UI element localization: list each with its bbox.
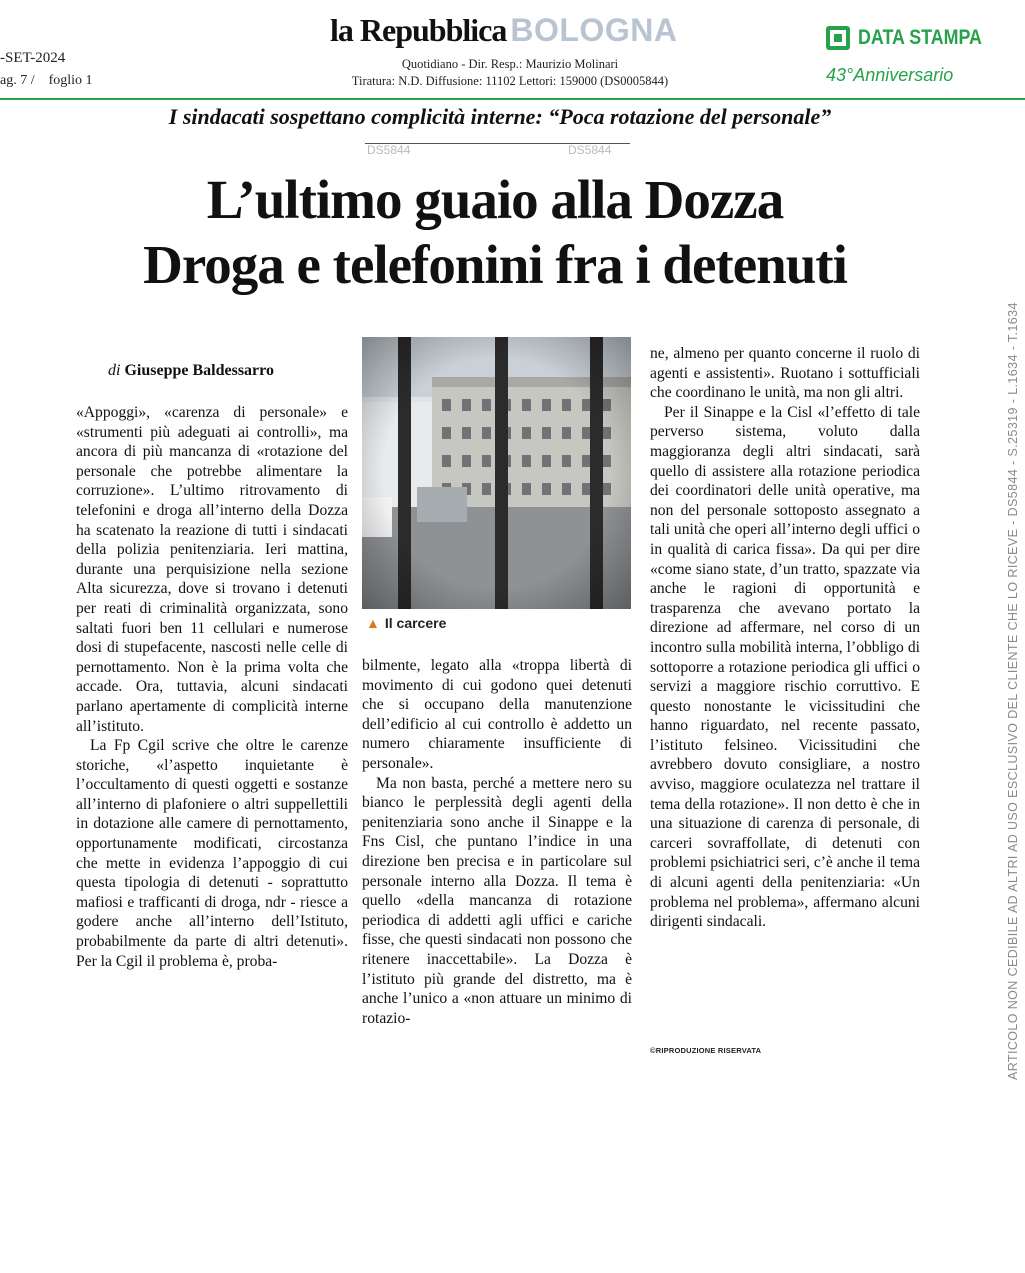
side-notice: ARTICOLO NON CEDIBILE AD ALTRI AD USO ESCLUSIVO DEL CLIENTE CHE LO RICEVE - DS5844 - S.25319 - L.1634 - T.1634	[1006, 302, 1020, 1080]
byline-author: Giuseppe Baldessarro	[124, 362, 274, 379]
caption-triangle-icon: ▲	[366, 615, 380, 631]
headline-line-1: L’ultimo guaio alla Dozza	[206, 169, 784, 230]
article-column-1	[76, 403, 348, 971]
publication-info	[300, 56, 720, 90]
data-stampa-anniversary: 43°Anniversario	[826, 65, 954, 85]
publication-director: Quotidiano - Dir. Resp.: Maurizio Molinari	[401, 57, 619, 71]
paragraph: ne, almeno per quanto concerne il ruolo di agenti e assistenti». Ruotano i sottufficiali che coordinano le unità, ma non gli altri.	[650, 345, 920, 402]
article-column-2	[362, 656, 632, 1028]
article-kicker: I sindacati sospettano complicità interne: “Poca rotazione del personale”	[168, 104, 832, 129]
byline	[108, 362, 274, 380]
photo-caption-text: Il carcere	[384, 615, 447, 631]
article-column-3	[650, 344, 920, 932]
data-stampa-icon	[826, 26, 850, 50]
page-number: ag. 7 /	[0, 73, 35, 88]
prison-photo	[362, 337, 631, 609]
data-stampa-logo	[826, 26, 1004, 50]
issue-date: -SET-2024	[0, 50, 66, 66]
paragraph: «Appoggi», «carenza di personale» e «strumenti più adeguati ai controlli», ma ancora di più mancanza di «rotazione del personale che potrebbe alimentare la corruzione». L’ultimo ritrovamento di telefonini e droga all’interno della Dozza ha scatenato la reazione di tutti i sindacati della polizia penitenziaria. Ieri mattina, durante una perquisizione nella sezione Alta sicurezza, dove si trovano i detenuti per reati di criminalità organizzata, sono saltati fuori ben 11 cellulari e numerose dosi di stupefacente, nascosti nelle celle di pernottamento. Non è la prima volta che accade. Ora, tuttavia, alcuni sindacati parlano apertamente di complicità interne all’istituto.	[76, 404, 348, 735]
prison-photo-image	[362, 337, 631, 609]
paragraph: bilmente, legato alla «troppa libertà di movimento di cui godono quei detenuti che si occupano della manutenzione dell’edificio al cui controllo è addetto un numero chiaramente insufficiente di personale».	[362, 657, 632, 772]
watermark-left: DS5844	[367, 143, 411, 157]
page-reference	[0, 73, 93, 89]
paragraph: Per il Sinappe e la Cisl «l’effetto di tale perverso sistema, voluto dalla maggioranza degli altri sindacati, sarà quello di assistere alla rotazione periodica dei coordinatori delle unità operative, ma non del personale sottoposto assegnato a tali unità che operi all’interno degli uffici o in qualità di carica fissa». Da qui per dire «come siano state, d’un tratto, spazzate via anche le ragioni di opportunità e trasparenza che avevano portato la direzione ad affermare, nel corso di un incontro sulla mobilità interna, l’obbligo di sottoporre a rotazione periodica gli uffici o servizi a maggiore rischio corruttivo. E questo nonostante le vicissitudini che hanno riguardato, nel recente passato, l’istituto felsineo. Vicissitudini che avrebbero dovuto consigliare, a nostro avviso, maggiore oculatezza nel trattare il tema della rotazione». Il non detto è che in una situazione di carenza di personale, di carceri sovraffollate, di detenuti con problemi psichiatrici seri, c’è anche il tema di alcuni agenti della penitenziaria: «Un problema nel problema», affermano alcuni dirigenti sindacali.	[650, 403, 920, 931]
watermark-right: DS5844	[568, 143, 612, 157]
headline-line-2: Droga e telefonini fra i detenuti	[143, 234, 847, 295]
paragraph: Ma non basta, perché a mettere nero su bianco le perplessità degli agenti della penitenziaria sono anche il Sinappe e la Fns Cisl, che puntano l’indice in una direzione ben precisa e in particolare sul personale interno alla Dozza. Il tema è quello «della mancanza di rotazione periodica di addetti agli uffici e cariche fisse, che questi sindacati non possono che ritenere inaccettabile». La Dozza è l’istituto più grande del distretto, ma è anche l’unico a «non attuare un minimo di rotazio-	[362, 774, 632, 1027]
byline-prefix: di	[108, 362, 121, 379]
masthead-city: BOLOGNA	[510, 12, 678, 48]
masthead	[330, 12, 677, 52]
paragraph: La Fp Cgil scrive che oltre le carenze storiche, «l’aspetto inquietante è l’occultamento di questi oggetti e sostanze all’interno di plafoniere o altri suppellettili in dotazione alle camere di pernottamento, opportunamente modificati, circostanza che mette in evidenza l’appoggio di cui questa tipologia di detenuti - soprattutto mafiosi e trafficanti di droga, ndr - riesce a godere anche all’interno dell’Istituto, probabilmente da parte di altri detenuti». Per la Cgil il problema è, proba-	[76, 737, 348, 970]
sheet-number: foglio 1	[48, 73, 93, 88]
photo-caption	[366, 615, 446, 631]
masthead-repubblica: la Repubblica	[330, 12, 507, 48]
header-divider	[0, 98, 1025, 100]
copyright-notice: ©RIPRODUZIONE RISERVATA	[650, 1046, 762, 1055]
publication-circulation: Tiratura: N.D. Diffusione: 11102 Lettori: 159000 (DS0005844)	[351, 74, 669, 88]
data-stampa-name: DATA STAMPA	[858, 26, 982, 49]
